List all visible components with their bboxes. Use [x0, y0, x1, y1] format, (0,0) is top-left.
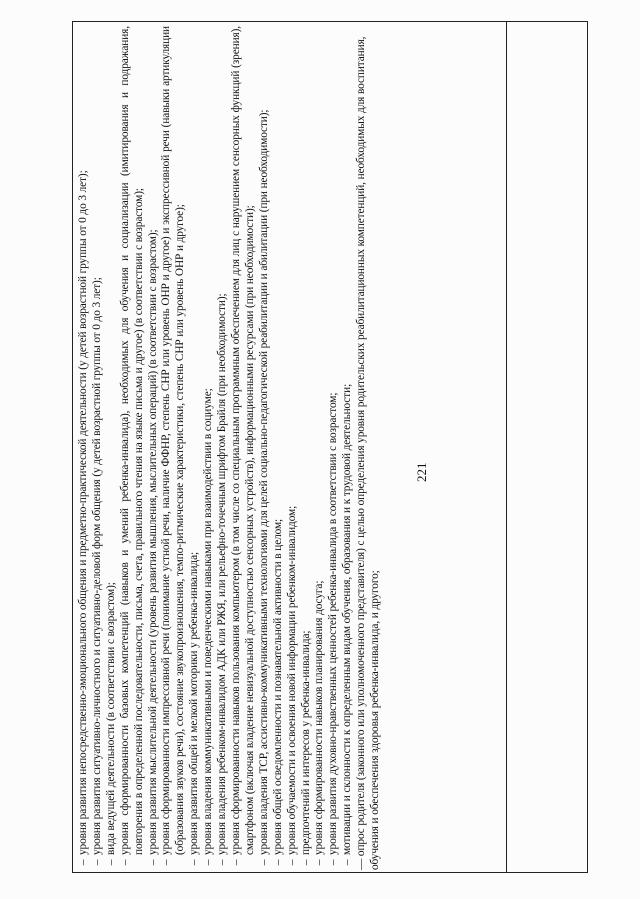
list-item-text: уровня развития ситуативно-личностного и ситуативно-деловой форм общения (у детей возрастной группы от 0 до 3 лет); [90, 277, 103, 855]
list-dash: – [327, 859, 340, 866]
list-item [230, 26, 258, 870]
list-dash: – [146, 859, 159, 866]
list-dash: – [188, 859, 201, 866]
list-dash: – [90, 859, 103, 866]
list-item-text: мотивации и склонности к определенным видам обучения, образования и к трудовой деятельности; [341, 383, 354, 855]
list-item-text: уровня общей осведомленности и познавательной активности в целом; [271, 518, 284, 855]
list-item [258, 26, 272, 870]
list-item-text: уровня развития мыслительной деятельности (уровень развития мышления, мыслительных операций) (в соответствии с возрастом); [146, 229, 159, 855]
list-item [313, 26, 327, 870]
table-column-divider [506, 22, 507, 872]
list-dash: – [271, 859, 284, 866]
list-item-text: уровня владения ребенком-инвалидом АДК или РЖЯ, или рельефно-точечным шрифтом Брайля (при необходимости); [216, 293, 229, 855]
document-table [72, 21, 588, 873]
list-dash: – [202, 859, 215, 866]
list-item [147, 26, 161, 870]
list-dash: – [229, 859, 242, 866]
list-item [119, 26, 147, 870]
list-dash: – [313, 859, 326, 866]
list-item [160, 26, 188, 870]
list-item [105, 26, 119, 870]
list-item [272, 26, 286, 870]
list-item-text: уровня владения коммуникативными и поведенческими навыками при взаимодействии в социуме; [202, 388, 215, 855]
list-item [202, 26, 216, 870]
list-item-text: уровня развития духовно-нравственных ценностей ребенка-инвалида в соответствии с возрастом; [327, 392, 340, 855]
list-item-text: предпочтений и интересов у ребенка-инвалида; [299, 630, 312, 855]
list-item-text: уровня сформированности навыков пользования компьютером (в том числе со специальным программным обеспечением для лиц с нарушением сенсорных функций (зрения), смартфоном (включая владение невизуальной доступностью сенсорных устройств), информационными ресурсами (при необходимости); [229, 26, 256, 855]
list-item [91, 26, 105, 870]
list-dash: – [77, 859, 89, 866]
list-dash: – [118, 859, 131, 866]
list-item-text: — опрос родителя (законного или уполномоченного представителя) с целью определения уровня родительских реабилитационных компетенций, необходимых для воспитания, обучения и обеспечения здоровья ребенка-инвалида, и другого; [355, 36, 382, 870]
list-dash: – [257, 859, 270, 866]
list-item-text: уровня обучаемости и освоения новой информации ребенком-инвалидом; [285, 505, 298, 855]
list-item-text: уровня сформированности навыков планирования досуга; [313, 580, 326, 855]
list-item [77, 26, 91, 870]
list-item [216, 26, 230, 870]
list-item [300, 26, 314, 870]
list-item [341, 26, 355, 870]
page-number: 221 [414, 462, 429, 482]
list-item-text: уровня развития общей и мелкой моторики у ребенка-инвалида; [188, 551, 201, 855]
list-item-text: уровня сформированности базовых компетенций (навыков и умений ребенка-инвалида), необходимых для обучения и социализации (имитирования и подражания, повторения в определенной последовательности, письма, счета, правильного чтения на языке письма и другое) (в соответствии с возрастом); [118, 26, 145, 855]
list-dash: – [160, 859, 173, 866]
list-item-survey [355, 26, 383, 870]
list-item-text: уровня сформированности импрессивной речи (понимание устной речи, наличие ФФНР, степень СНР или уровень ОНР и другое) и экспрессивной речи (навыки артикуляции (образования звуков речи), состояние звукопроизношения, темпо-ритмические характеристики, степень СНР или уровень ОНР и другое); [160, 26, 187, 855]
list-dash: – [285, 859, 298, 866]
list-dash: – [216, 859, 229, 866]
table-cell-content [77, 26, 383, 870]
list-dash: – [104, 859, 117, 866]
list-item [188, 26, 202, 870]
list-dash: – [299, 859, 312, 866]
list-item-text: вида ведущей деятельности (в соответствии с возрастом); [104, 582, 117, 855]
list-item [327, 26, 341, 870]
list-item [286, 26, 300, 870]
list-item-text: уровня владения ТСР, ассистивно-коммуникативными технологиями для целей социально-педагогической реабилитации и абилитации (при необходимости); [257, 109, 270, 855]
list-item-text: уровня развития непосредственно-эмоционального общения и предметно-практической деятельности (у детей возрастной группы от 0 до 3 лет); [77, 170, 89, 855]
list-dash: – [341, 859, 354, 866]
